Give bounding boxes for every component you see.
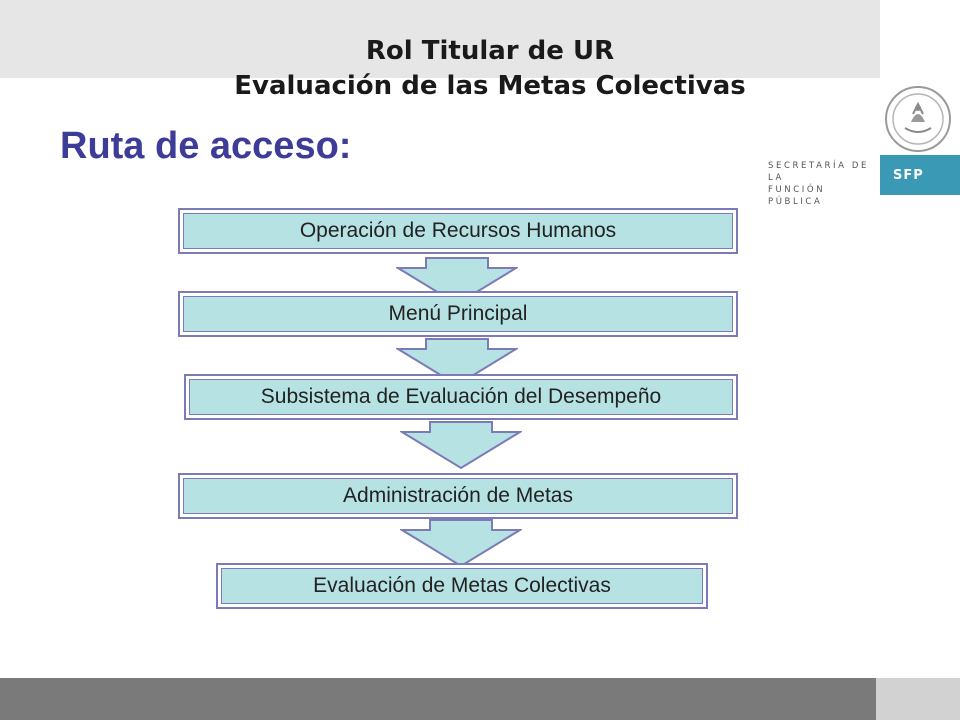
flow-step-recursos-humanos: Operación de Recursos Humanos	[178, 208, 738, 254]
agency-line-1: SECRETARÍA DE LA	[768, 161, 869, 183]
arrow-down-icon	[400, 518, 522, 568]
flow-step-administracion-metas: Administración de Metas	[178, 473, 738, 519]
coat-of-arms-seal-icon	[883, 84, 953, 154]
agency-badge: SFP	[880, 155, 960, 195]
agency-name	[768, 160, 878, 208]
arrow-down-icon	[400, 420, 522, 470]
agency-line-2: FUNCIÓN PÚBLICA	[768, 185, 826, 207]
title-line-2: Evaluación de las Metas Colectivas	[234, 71, 746, 101]
access-path-heading: Ruta de acceso:	[60, 125, 352, 167]
footer-band	[0, 678, 876, 720]
flow-step-metas-colectivas: Evaluación de Metas Colectivas	[216, 563, 708, 609]
flow-step-evaluacion-desempeno: Subsistema de Evaluación del Desempeño	[184, 374, 738, 420]
flow-step-menu-principal: Menú Principal	[178, 291, 738, 337]
slide-title	[0, 34, 960, 104]
footer-right-block	[876, 678, 960, 720]
title-line-1: Rol Titular de UR	[365, 36, 615, 66]
